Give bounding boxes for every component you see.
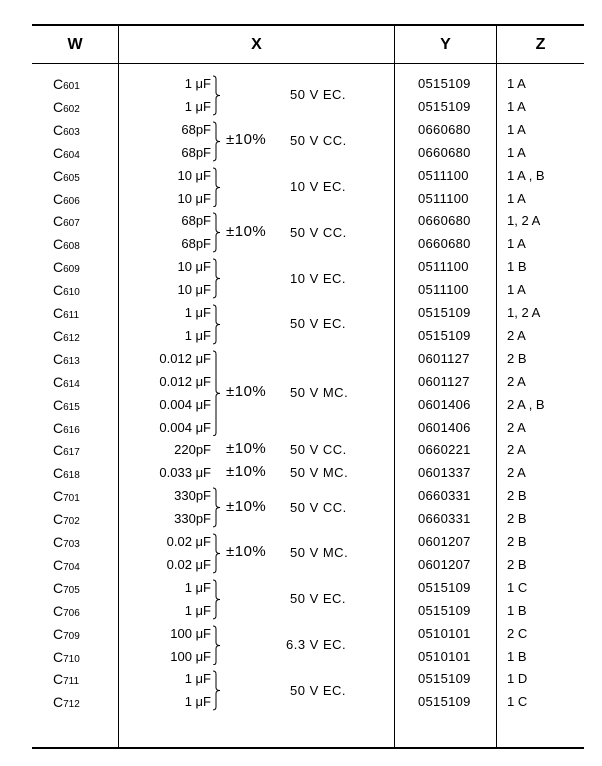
component-number: 710 (63, 653, 80, 665)
component-ref (53, 168, 80, 187)
part-number: 0515109 (418, 579, 471, 595)
brace-path (213, 122, 220, 161)
part-number: 0660221 (418, 442, 471, 458)
voltage-rating: 50 V EC. (290, 316, 347, 332)
capacitance-value: 1 μF (184, 305, 211, 320)
part-number: 0660680 (418, 121, 471, 137)
location-code: 2 B (507, 556, 527, 572)
capacitance-value: 0.02 μF (166, 556, 211, 572)
voltage-rating: 50 V MC. (290, 385, 349, 401)
component-prefix: C (53, 305, 64, 321)
tolerance: ±10% (226, 543, 267, 561)
component-number: 602 (63, 103, 80, 115)
component-prefix: C (53, 282, 64, 299)
capacitance-value: 0.004 μF (159, 419, 211, 435)
component-prefix: C (53, 121, 64, 138)
component-prefix: C (53, 327, 64, 344)
component-number: 704 (63, 561, 80, 573)
part-number: 0660331 (418, 511, 471, 527)
component-number: 711 (63, 676, 80, 688)
capacitance-value: 1 μF (184, 76, 211, 91)
location-code: 1 A (507, 121, 526, 137)
component-prefix: C (53, 534, 64, 550)
component-ref (53, 305, 79, 324)
location-code: 1 A (507, 76, 526, 91)
component-ref (53, 488, 80, 507)
component-number: 606 (63, 195, 80, 207)
voltage-rating: 10 V EC. (290, 179, 347, 195)
grouping-brace (212, 533, 222, 574)
component-number: 702 (63, 516, 80, 528)
part-number: 0601406 (418, 396, 471, 412)
component-prefix: C (53, 488, 64, 505)
component-ref (53, 442, 80, 461)
brace-path (213, 305, 220, 344)
component-prefix: C (53, 465, 64, 482)
component-prefix: C (53, 396, 64, 413)
location-code: 1 A (507, 144, 526, 160)
capacitance-value: 330pF (174, 511, 211, 527)
part-number: 0511100 (418, 190, 469, 206)
component-ref (53, 122, 80, 141)
component-ref (53, 420, 80, 439)
location-code: 1 A (507, 282, 526, 298)
column-header-z: Z (535, 36, 546, 53)
component-number: 610 (63, 287, 80, 299)
voltage-rating: 10 V EC. (290, 270, 347, 286)
tolerance: ±10% (226, 497, 267, 515)
brace-path (213, 213, 220, 252)
component-ref (53, 99, 80, 118)
capacitance-value: 68pF (181, 213, 211, 229)
component-ref (53, 76, 80, 95)
location-code: 2 B (507, 350, 527, 366)
location-code: 2 B (507, 488, 527, 504)
component-number: 605 (63, 172, 80, 184)
component-ref (53, 397, 80, 416)
location-code: 1 B (507, 259, 527, 275)
tolerance: ±10% (226, 463, 267, 481)
component-number: 616 (63, 424, 80, 436)
voltage-rating: 50 V CC. (290, 224, 347, 240)
component-prefix: C (53, 419, 64, 436)
voltage-rating: 50 V CC. (290, 442, 347, 458)
component-prefix: C (53, 76, 64, 92)
column-divider-x-y (394, 26, 395, 747)
component-ref (53, 694, 80, 713)
capacitance-value: 10 μF (177, 282, 211, 298)
capacitance-value: 10 μF (177, 167, 211, 183)
grouping-brace (212, 487, 222, 528)
component-number: 613 (63, 355, 80, 367)
component-prefix: C (53, 442, 64, 459)
capacitance-value: 0.033 μF (159, 465, 211, 481)
capacitance-value: 220pF (174, 442, 211, 458)
component-prefix: C (53, 373, 64, 390)
component-number: 618 (63, 470, 80, 482)
location-code: 1 B (507, 648, 527, 664)
component-ref (53, 626, 80, 645)
component-number: 614 (63, 378, 80, 390)
component-ref (53, 328, 80, 347)
capacitance-value: 100 μF (170, 625, 211, 641)
tolerance: ±10% (226, 383, 267, 401)
component-ref (53, 557, 80, 576)
part-number: 0515109 (418, 602, 471, 618)
component-number: 609 (63, 264, 80, 276)
component-number: 612 (63, 332, 80, 344)
part-number: 0660680 (418, 236, 471, 252)
location-code: 1, 2 A (507, 213, 541, 229)
tolerance: ±10% (226, 222, 267, 240)
grouping-brace (212, 304, 222, 345)
grouping-brace (212, 579, 222, 620)
component-prefix: C (53, 236, 64, 253)
capacitance-value: 10 μF (177, 259, 211, 275)
voltage-rating: 50 V EC. (290, 591, 347, 607)
capacitance-value: 68pF (181, 121, 211, 137)
brace-path (213, 671, 220, 710)
component-ref (53, 145, 80, 164)
part-number: 0515109 (418, 76, 471, 91)
component-prefix: C (53, 98, 64, 115)
part-number: 0601207 (418, 534, 471, 549)
column-divider-y-z (496, 26, 497, 747)
component-ref (53, 259, 80, 278)
location-code: 2 A (507, 465, 526, 481)
part-number: 0515109 (418, 327, 471, 343)
voltage-rating: 50 V EC. (290, 682, 347, 698)
component-prefix: C (53, 671, 64, 688)
column-header-x: X (251, 36, 262, 53)
component-ref (53, 236, 80, 255)
component-number: 617 (63, 447, 80, 459)
component-number: 706 (63, 607, 80, 619)
component-number: 615 (63, 401, 80, 413)
location-code: 1 A (507, 190, 526, 206)
component-number: 601 (63, 81, 80, 92)
voltage-rating: 50 V CC. (290, 499, 347, 515)
component-ref (53, 603, 80, 622)
component-ref (53, 213, 80, 232)
part-number: 0601127 (418, 373, 470, 389)
capacitance-value: 68pF (181, 236, 211, 252)
capacitance-value: 100 μF (170, 648, 211, 664)
component-prefix: C (53, 579, 64, 596)
component-prefix: C (53, 350, 64, 367)
component-prefix: C (53, 144, 64, 161)
grouping-brace (212, 121, 222, 162)
component-prefix: C (53, 213, 64, 230)
location-code: 2 A (507, 442, 526, 458)
component-prefix: C (53, 511, 64, 528)
grouping-brace (212, 212, 222, 253)
voltage-rating: 50 V MC. (290, 545, 349, 561)
part-number: 0515109 (418, 694, 471, 710)
part-number: 0511100 (418, 259, 469, 275)
part-number: 0510101 (418, 648, 471, 664)
component-prefix: C (53, 190, 64, 207)
component-number: 604 (63, 149, 80, 161)
component-prefix: C (53, 556, 64, 573)
capacitance-value: 1 μF (184, 98, 211, 114)
grouping-brace (212, 75, 222, 116)
component-number: 703 (63, 539, 80, 550)
location-code: 1 B (507, 602, 527, 618)
part-number: 0601406 (418, 419, 471, 435)
table-bottom-rule (32, 747, 584, 749)
voltage-rating: 6.3 V EC. (286, 637, 347, 653)
component-ref (53, 649, 80, 668)
voltage-rating: 50 V MC. (290, 465, 349, 481)
capacitance-value: 1 μF (184, 602, 211, 618)
tolerance: ±10% (226, 131, 267, 149)
capacitance-value: 0.004 μF (159, 396, 211, 412)
location-code: 1 A (507, 98, 526, 114)
component-ref (53, 511, 80, 530)
column-divider-w-x (118, 26, 119, 747)
capacitance-value: 0.02 μF (166, 534, 211, 549)
component-prefix: C (53, 648, 64, 665)
grouping-brace (212, 167, 222, 208)
component-ref (53, 671, 79, 690)
component-ref (53, 282, 80, 301)
capacitance-value: 0.012 μF (159, 373, 211, 389)
part-number: 0510101 (418, 625, 471, 641)
part-number: 0601337 (418, 465, 471, 481)
part-number: 0660680 (418, 213, 471, 229)
component-prefix: C (53, 167, 64, 184)
location-code: 1 D (507, 671, 528, 687)
part-number: 0660331 (418, 488, 471, 504)
location-code: 2 B (507, 511, 527, 527)
location-code: 1 A , B (507, 167, 545, 183)
brace-path (213, 488, 220, 527)
capacitance-value: 10 μF (177, 190, 211, 206)
component-number: 603 (63, 126, 80, 138)
location-code: 2 C (507, 625, 528, 641)
capacitance-value: 1 μF (184, 694, 211, 710)
capacitance-value: 1 μF (184, 327, 211, 343)
brace-path (213, 534, 220, 573)
component-prefix: C (53, 625, 64, 642)
part-number: 0601127 (418, 350, 470, 366)
capacitance-value: 1 μF (184, 579, 211, 595)
part-number: 0660680 (418, 144, 471, 160)
component-number: 712 (63, 699, 80, 711)
grouping-brace (212, 258, 222, 299)
component-ref (53, 580, 80, 599)
brace-path (213, 168, 220, 207)
location-code: 2 B (507, 534, 527, 549)
component-ref (53, 374, 80, 393)
capacitance-value: 68pF (181, 144, 211, 160)
component-ref (53, 534, 80, 553)
component-number: 709 (63, 630, 80, 642)
location-code: 2 A (507, 327, 526, 343)
column-header-y: Y (440, 36, 451, 53)
component-ref (53, 191, 80, 210)
grouping-brace (212, 625, 222, 666)
brace-path (213, 580, 220, 619)
voltage-rating: 50 V CC. (290, 133, 347, 149)
part-number: 0511100 (418, 282, 469, 298)
capacitance-value: 0.012 μF (159, 350, 211, 366)
table-header-rule (32, 63, 584, 64)
component-prefix: C (53, 602, 64, 619)
part-number: 0511100 (418, 167, 469, 183)
component-ref (53, 351, 80, 370)
location-code: 1 C (507, 694, 528, 710)
brace-path (213, 626, 220, 665)
capacitance-value: 1 μF (184, 671, 211, 687)
grouping-brace (212, 350, 222, 437)
component-number: 608 (63, 241, 80, 253)
component-prefix: C (53, 694, 64, 711)
location-code: 2 A (507, 373, 526, 389)
component-number: 701 (63, 493, 80, 505)
component-ref (53, 465, 80, 484)
part-number: 0515109 (418, 305, 471, 320)
location-code: 2 A (507, 419, 526, 435)
location-code: 2 A , B (507, 396, 545, 412)
voltage-rating: 50 V EC. (290, 87, 347, 103)
component-number: 611 (63, 310, 80, 321)
component-number: 607 (63, 218, 80, 230)
component-prefix: C (53, 259, 64, 276)
location-code: 1 C (507, 579, 528, 595)
component-number: 705 (63, 584, 80, 596)
brace-path (213, 351, 220, 436)
capacitance-value: 330pF (174, 488, 211, 504)
part-number: 0515109 (418, 98, 471, 114)
part-number: 0515109 (418, 671, 471, 687)
brace-path (213, 76, 220, 115)
grouping-brace (212, 670, 222, 711)
column-header-w: W (67, 36, 83, 53)
brace-path (213, 259, 220, 298)
location-code: 1, 2 A (507, 305, 541, 320)
tolerance: ±10% (226, 440, 267, 458)
location-code: 1 A (507, 236, 526, 252)
part-number: 0601207 (418, 556, 471, 572)
